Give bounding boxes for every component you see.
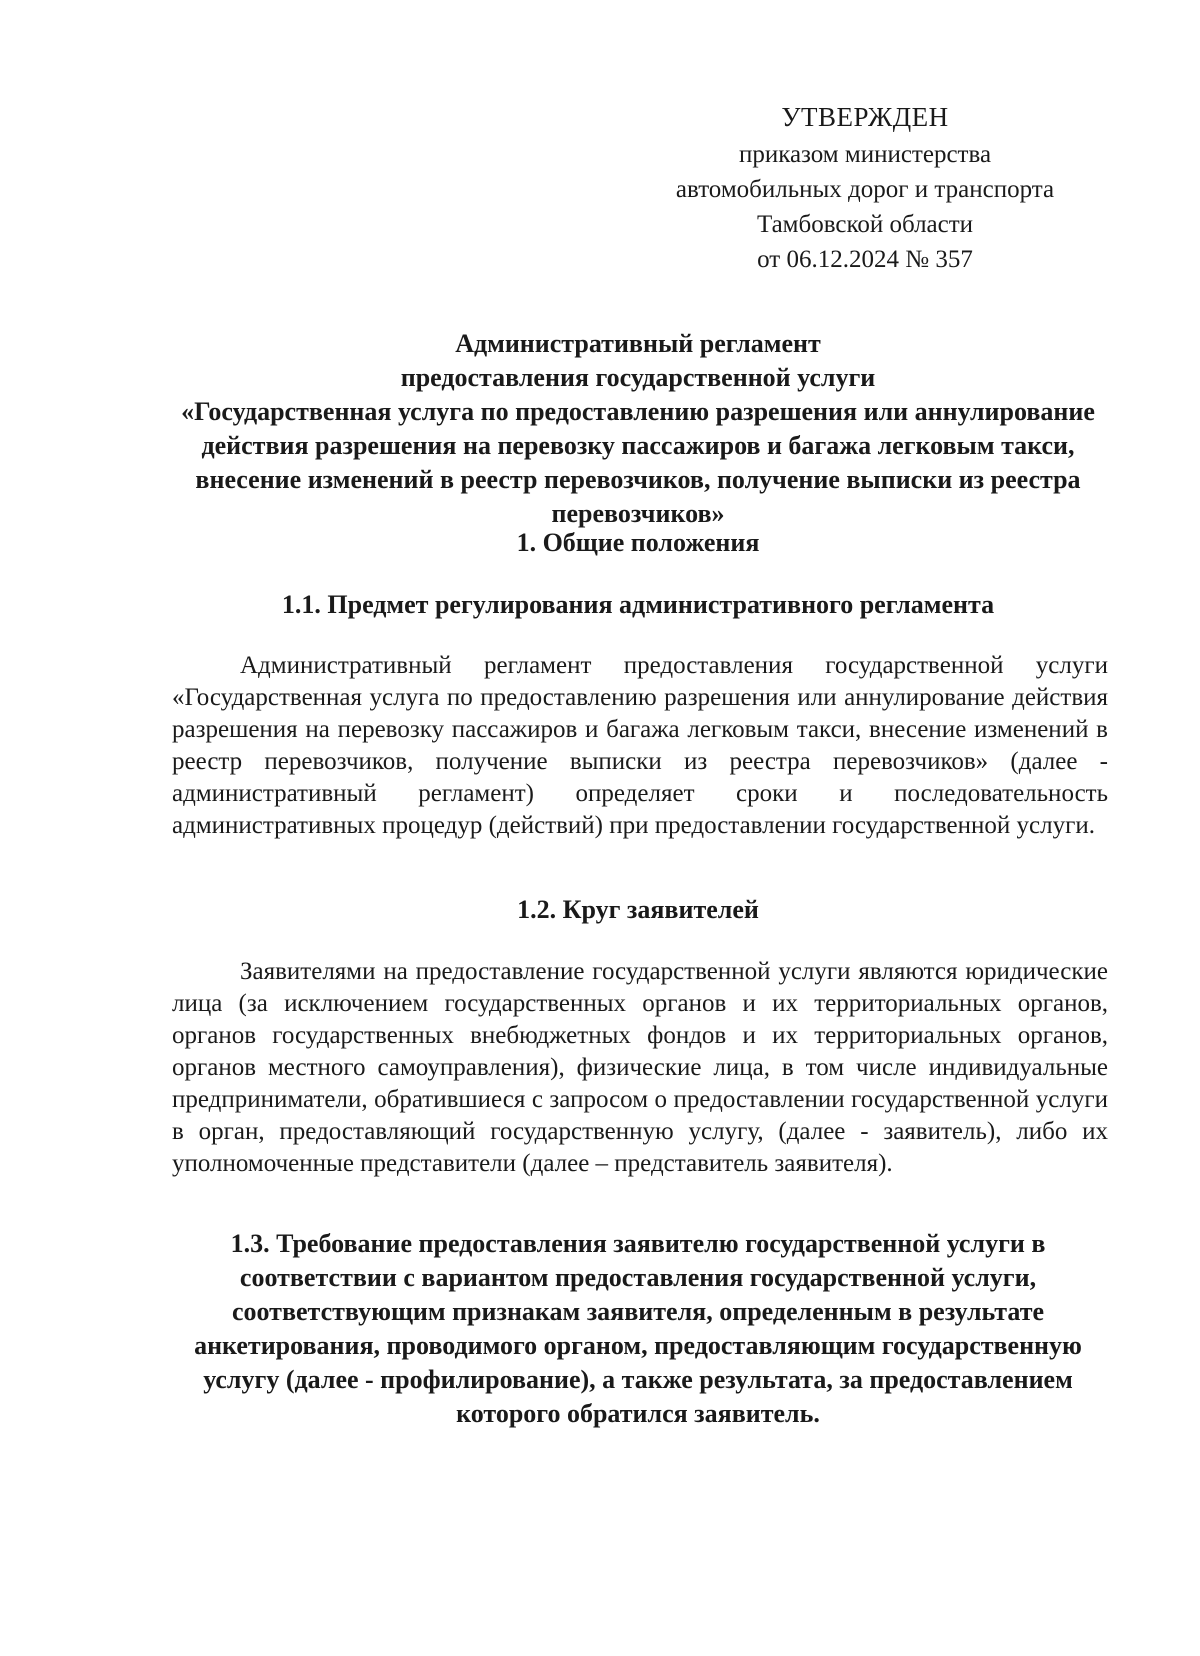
section-heading-1-1: 1.1. Предмет регулирования административного регламента <box>281 590 995 619</box>
approval-line-order: приказом министерства <box>738 141 992 168</box>
paragraph-1-1: Административный регламент предоставления государственной услуги «Государственная услуга по предоставлению разрешения или аннулирование действия разрешения на перевозку пассажиров и багажа легковым такси, внесение изменений в реестр перевозчиков, получение выписки из реестра перевозчиков» (далее - административный регламент) определяет сроки и последовательность административных процедур (действий) при предоставлении государственной услуги. <box>172 652 1108 839</box>
document-title <box>168 327 1108 531</box>
approval-stamp-block <box>640 100 1090 277</box>
section-heading-1-3: 1.3. Требование предоставления заявителю государственной услуги в соответствии с вариантом предоставления государственной услуги, соответствующим признакам заявителя, определенным в результате анкетирования, проводимого органом, предоставляющим государственную услугу (далее - профилирование), а также результата, за предоставлением которого обратился заявитель. <box>194 1229 1082 1428</box>
approval-line-region: Тамбовской области <box>756 211 974 238</box>
approval-line-date: от 06.12.2024 № 357 <box>757 246 973 273</box>
approval-heading: УТВЕРЖДЕН <box>781 102 949 132</box>
document-title-service-name: «Государственная услуга по предоставлению разрешения или аннулирование действия разрешения на перевозку пассажиров и багажа легковым такси, внесение изменений в реестр перевозчиков, получение выписки из реестра перевозчиков» <box>181 397 1095 528</box>
section-heading-1: 1. Общие положения <box>516 528 760 557</box>
approval-line-ministry: автомобильных дорог и транспорта <box>675 176 1055 203</box>
section-heading-1-2: 1.2. Круг заявителей <box>517 895 759 924</box>
document-title-line-2: предоставления государственной услуги <box>400 363 876 392</box>
document-title-line-1: Административный регламент <box>455 329 821 358</box>
paragraph-1-2: Заявителями на предоставление государственной услуги являются юридические лица (за исключением государственных органов и их территориальных органов, органов государственных внебюджетных фондов и их территориальных органов, органов местного самоуправления), физические лица, в том числе индивидуальные предприниматели, обратившиеся с запросом о предоставлении государственной услуги в орган, предоставляющий государственную услугу, (далее - заявитель), либо их уполномоченные представители (далее – представитель заявителя). <box>172 958 1108 1177</box>
